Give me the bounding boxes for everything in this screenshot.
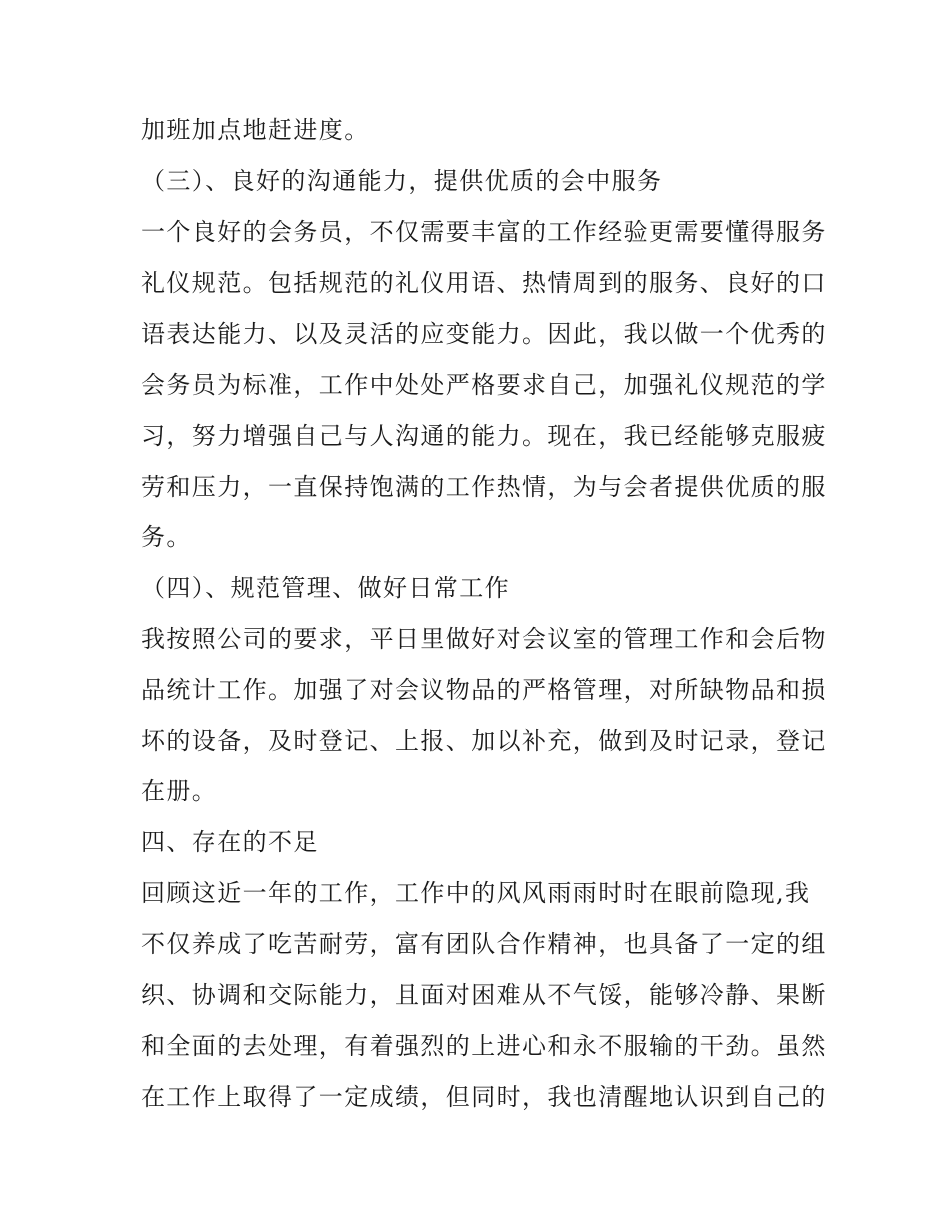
text-line: 会务员为标准，工作中处处严格要求自己，加强礼仪规范的学	[141, 371, 827, 399]
text-line: 在册。	[141, 777, 218, 805]
text-line: 坏的设备，及时登记、上报、加以补充，做到及时记录，登记	[141, 727, 827, 755]
text-line: 和全面的去处理，有着强烈的上进心和永不服输的干劲。虽然	[141, 1032, 827, 1060]
text-line: 织、协调和交际能力，且面对困难从不气馁，能够冷静、果断	[141, 981, 827, 1009]
section-heading: （四）、规范管理、做好日常工作	[141, 574, 510, 602]
text-line: 加班加点地赶进度。	[141, 116, 370, 144]
text-line: 习，努力增强自己与人沟通的能力。现在，我已经能够克服疲	[141, 422, 827, 450]
text-line: 我按照公司的要求，平日里做好对会议室的管理工作和会后物	[141, 625, 827, 653]
text-line: 回顾这近一年的工作，工作中的风风雨雨时时在眼前隐现,我	[141, 879, 811, 907]
text-line: 品统计工作。加强了对会议物品的严格管理，对所缺物品和损	[141, 676, 827, 704]
text-line: 劳和压力，一直保持饱满的工作热情，为与会者提供优质的服	[141, 473, 827, 501]
text-line: 在工作上取得了一定成绩，但同时，我也清醒地认识到自己的	[141, 1083, 827, 1111]
section-heading: 四、存在的不足	[141, 828, 319, 856]
text-line: 语表达能力、以及灵活的应变能力。因此，我以做一个优秀的	[141, 320, 827, 348]
text-line: 礼仪规范。包括规范的礼仪用语、热情周到的服务、良好的口	[141, 269, 827, 297]
text-line: 务。	[141, 523, 192, 551]
section-heading: （三）、良好的沟通能力，提供优质的会中服务	[141, 167, 663, 195]
text-line: 一个良好的会务员，不仅需要丰富的工作经验更需要懂得服务	[141, 218, 827, 246]
text-line: 不仅养成了吃苦耐劳，富有团队合作精神，也具备了一定的组	[141, 930, 827, 958]
